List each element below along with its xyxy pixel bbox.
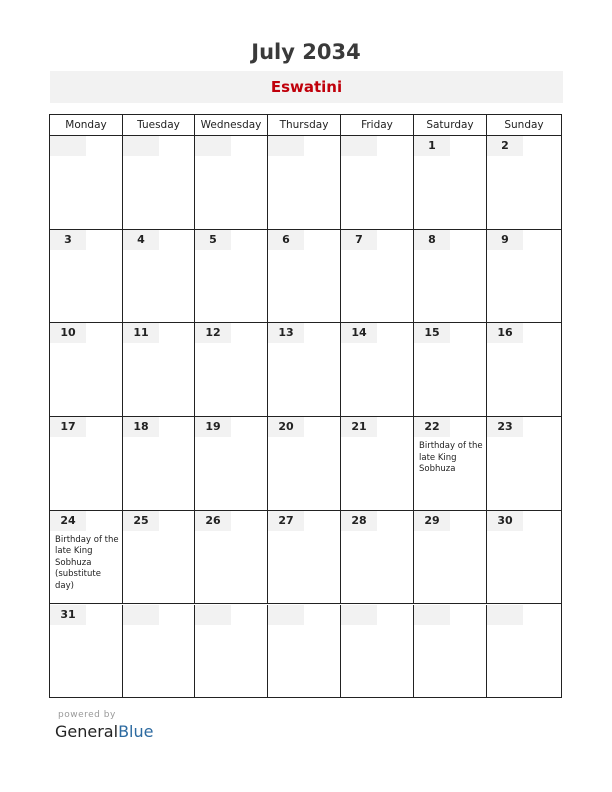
day-number-box bbox=[414, 605, 450, 625]
day-cell[interactable] bbox=[123, 511, 195, 605]
empty-day-cell bbox=[341, 605, 414, 699]
day-cell[interactable] bbox=[123, 323, 195, 417]
day-number: 26 bbox=[205, 513, 221, 527]
day-number: 29 bbox=[424, 513, 440, 527]
day-cell[interactable] bbox=[414, 136, 487, 230]
empty-day-cell bbox=[414, 605, 487, 699]
day-cell[interactable] bbox=[268, 323, 341, 417]
day-cell[interactable] bbox=[414, 417, 487, 511]
day-number: 2 bbox=[501, 139, 509, 152]
day-number: 10 bbox=[60, 326, 76, 340]
day-cell[interactable] bbox=[195, 230, 268, 324]
day-cell[interactable] bbox=[414, 230, 487, 324]
day-number: 31 bbox=[60, 607, 76, 621]
day-number: 3 bbox=[64, 232, 72, 246]
empty-day-cell bbox=[268, 605, 341, 699]
day-number: 21 bbox=[351, 420, 367, 434]
day-cell[interactable] bbox=[341, 511, 414, 605]
day-cell[interactable] bbox=[487, 136, 561, 230]
day-cell[interactable] bbox=[487, 230, 561, 324]
day-cell[interactable] bbox=[487, 323, 561, 417]
day-number: 20 bbox=[278, 420, 294, 434]
powered-by-label: powered by bbox=[58, 710, 116, 720]
day-number: 5 bbox=[209, 232, 217, 246]
day-number-box bbox=[268, 605, 304, 625]
day-number: 9 bbox=[501, 232, 509, 246]
calendar-title: July 2034 bbox=[251, 40, 361, 64]
day-number-box bbox=[50, 136, 86, 156]
weekday-header-saturday: Saturday bbox=[414, 115, 487, 135]
day-number: 22 bbox=[424, 420, 440, 434]
day-number: 11 bbox=[133, 326, 149, 340]
day-number: 18 bbox=[133, 420, 149, 434]
day-number: 8 bbox=[428, 232, 436, 246]
empty-day-cell bbox=[123, 136, 195, 230]
day-cell[interactable] bbox=[341, 417, 414, 511]
weekday-header-monday: Monday bbox=[50, 115, 123, 135]
generalblue-logo[interactable] bbox=[55, 722, 153, 741]
empty-day-cell bbox=[268, 136, 341, 230]
day-number: 13 bbox=[278, 326, 294, 340]
day-number-box bbox=[123, 605, 159, 625]
day-number-box bbox=[195, 136, 231, 156]
day-number: 30 bbox=[497, 513, 513, 527]
day-number: 14 bbox=[351, 326, 367, 340]
day-number: 16 bbox=[497, 326, 513, 340]
empty-day-cell bbox=[341, 136, 414, 230]
day-cell[interactable] bbox=[268, 230, 341, 324]
day-cell[interactable] bbox=[414, 511, 487, 605]
day-cell[interactable] bbox=[50, 230, 123, 324]
day-number-box bbox=[195, 605, 231, 625]
logo-text-blue: Blue bbox=[118, 722, 154, 741]
day-number: 12 bbox=[205, 326, 221, 340]
empty-day-cell bbox=[123, 605, 195, 699]
day-cell[interactable] bbox=[50, 605, 123, 699]
day-cell[interactable] bbox=[123, 417, 195, 511]
day-number-box bbox=[341, 605, 377, 625]
empty-day-cell bbox=[487, 605, 561, 699]
day-cell[interactable] bbox=[195, 511, 268, 605]
calendar-grid bbox=[49, 114, 562, 698]
weekday-header-thursday: Thursday bbox=[268, 115, 341, 135]
day-number-box bbox=[487, 605, 523, 625]
weekday-header-sunday: Sunday bbox=[504, 119, 544, 131]
day-cell[interactable] bbox=[341, 230, 414, 324]
day-number-box bbox=[341, 136, 377, 156]
empty-day-cell bbox=[195, 605, 268, 699]
day-number: 19 bbox=[205, 420, 221, 434]
day-number: 27 bbox=[278, 513, 294, 527]
day-cell[interactable] bbox=[487, 511, 561, 605]
day-number: 7 bbox=[355, 232, 363, 246]
day-number-box bbox=[123, 136, 159, 156]
day-number: 15 bbox=[424, 326, 440, 340]
weekday-header-wednesday: Wednesday bbox=[195, 115, 268, 135]
country-band bbox=[50, 71, 563, 103]
day-number: 24 bbox=[60, 513, 76, 527]
day-number: 17 bbox=[60, 420, 76, 434]
day-number: 25 bbox=[133, 513, 149, 527]
day-number-box bbox=[268, 136, 304, 156]
day-number: 6 bbox=[282, 232, 290, 246]
day-number: 23 bbox=[497, 420, 513, 434]
day-cell[interactable] bbox=[268, 417, 341, 511]
empty-day-cell bbox=[195, 136, 268, 230]
day-number: 28 bbox=[351, 513, 367, 527]
day-cell[interactable] bbox=[195, 323, 268, 417]
weekday-header-tuesday: Tuesday bbox=[123, 115, 195, 135]
holiday-label: Birthday of the late King Sobhuza (substitute day) bbox=[55, 534, 119, 591]
day-cell[interactable] bbox=[268, 511, 341, 605]
empty-day-cell bbox=[50, 136, 123, 230]
weekday-header-row bbox=[50, 115, 561, 136]
country-name: Eswatini bbox=[270, 78, 343, 96]
day-cell[interactable] bbox=[487, 417, 561, 511]
day-cell[interactable] bbox=[195, 417, 268, 511]
day-cell[interactable] bbox=[341, 323, 414, 417]
day-cell[interactable] bbox=[50, 511, 123, 605]
day-cell[interactable] bbox=[123, 230, 195, 324]
day-cell[interactable] bbox=[50, 323, 123, 417]
day-number: 4 bbox=[137, 232, 145, 246]
logo-text-general: General bbox=[55, 722, 119, 741]
day-cell[interactable] bbox=[50, 417, 123, 511]
day-cell[interactable] bbox=[414, 323, 487, 417]
weekday-header-friday: Friday bbox=[341, 115, 414, 135]
day-number: 1 bbox=[428, 139, 436, 152]
holiday-label: Birthday of the late King Sobhuza bbox=[419, 441, 483, 475]
